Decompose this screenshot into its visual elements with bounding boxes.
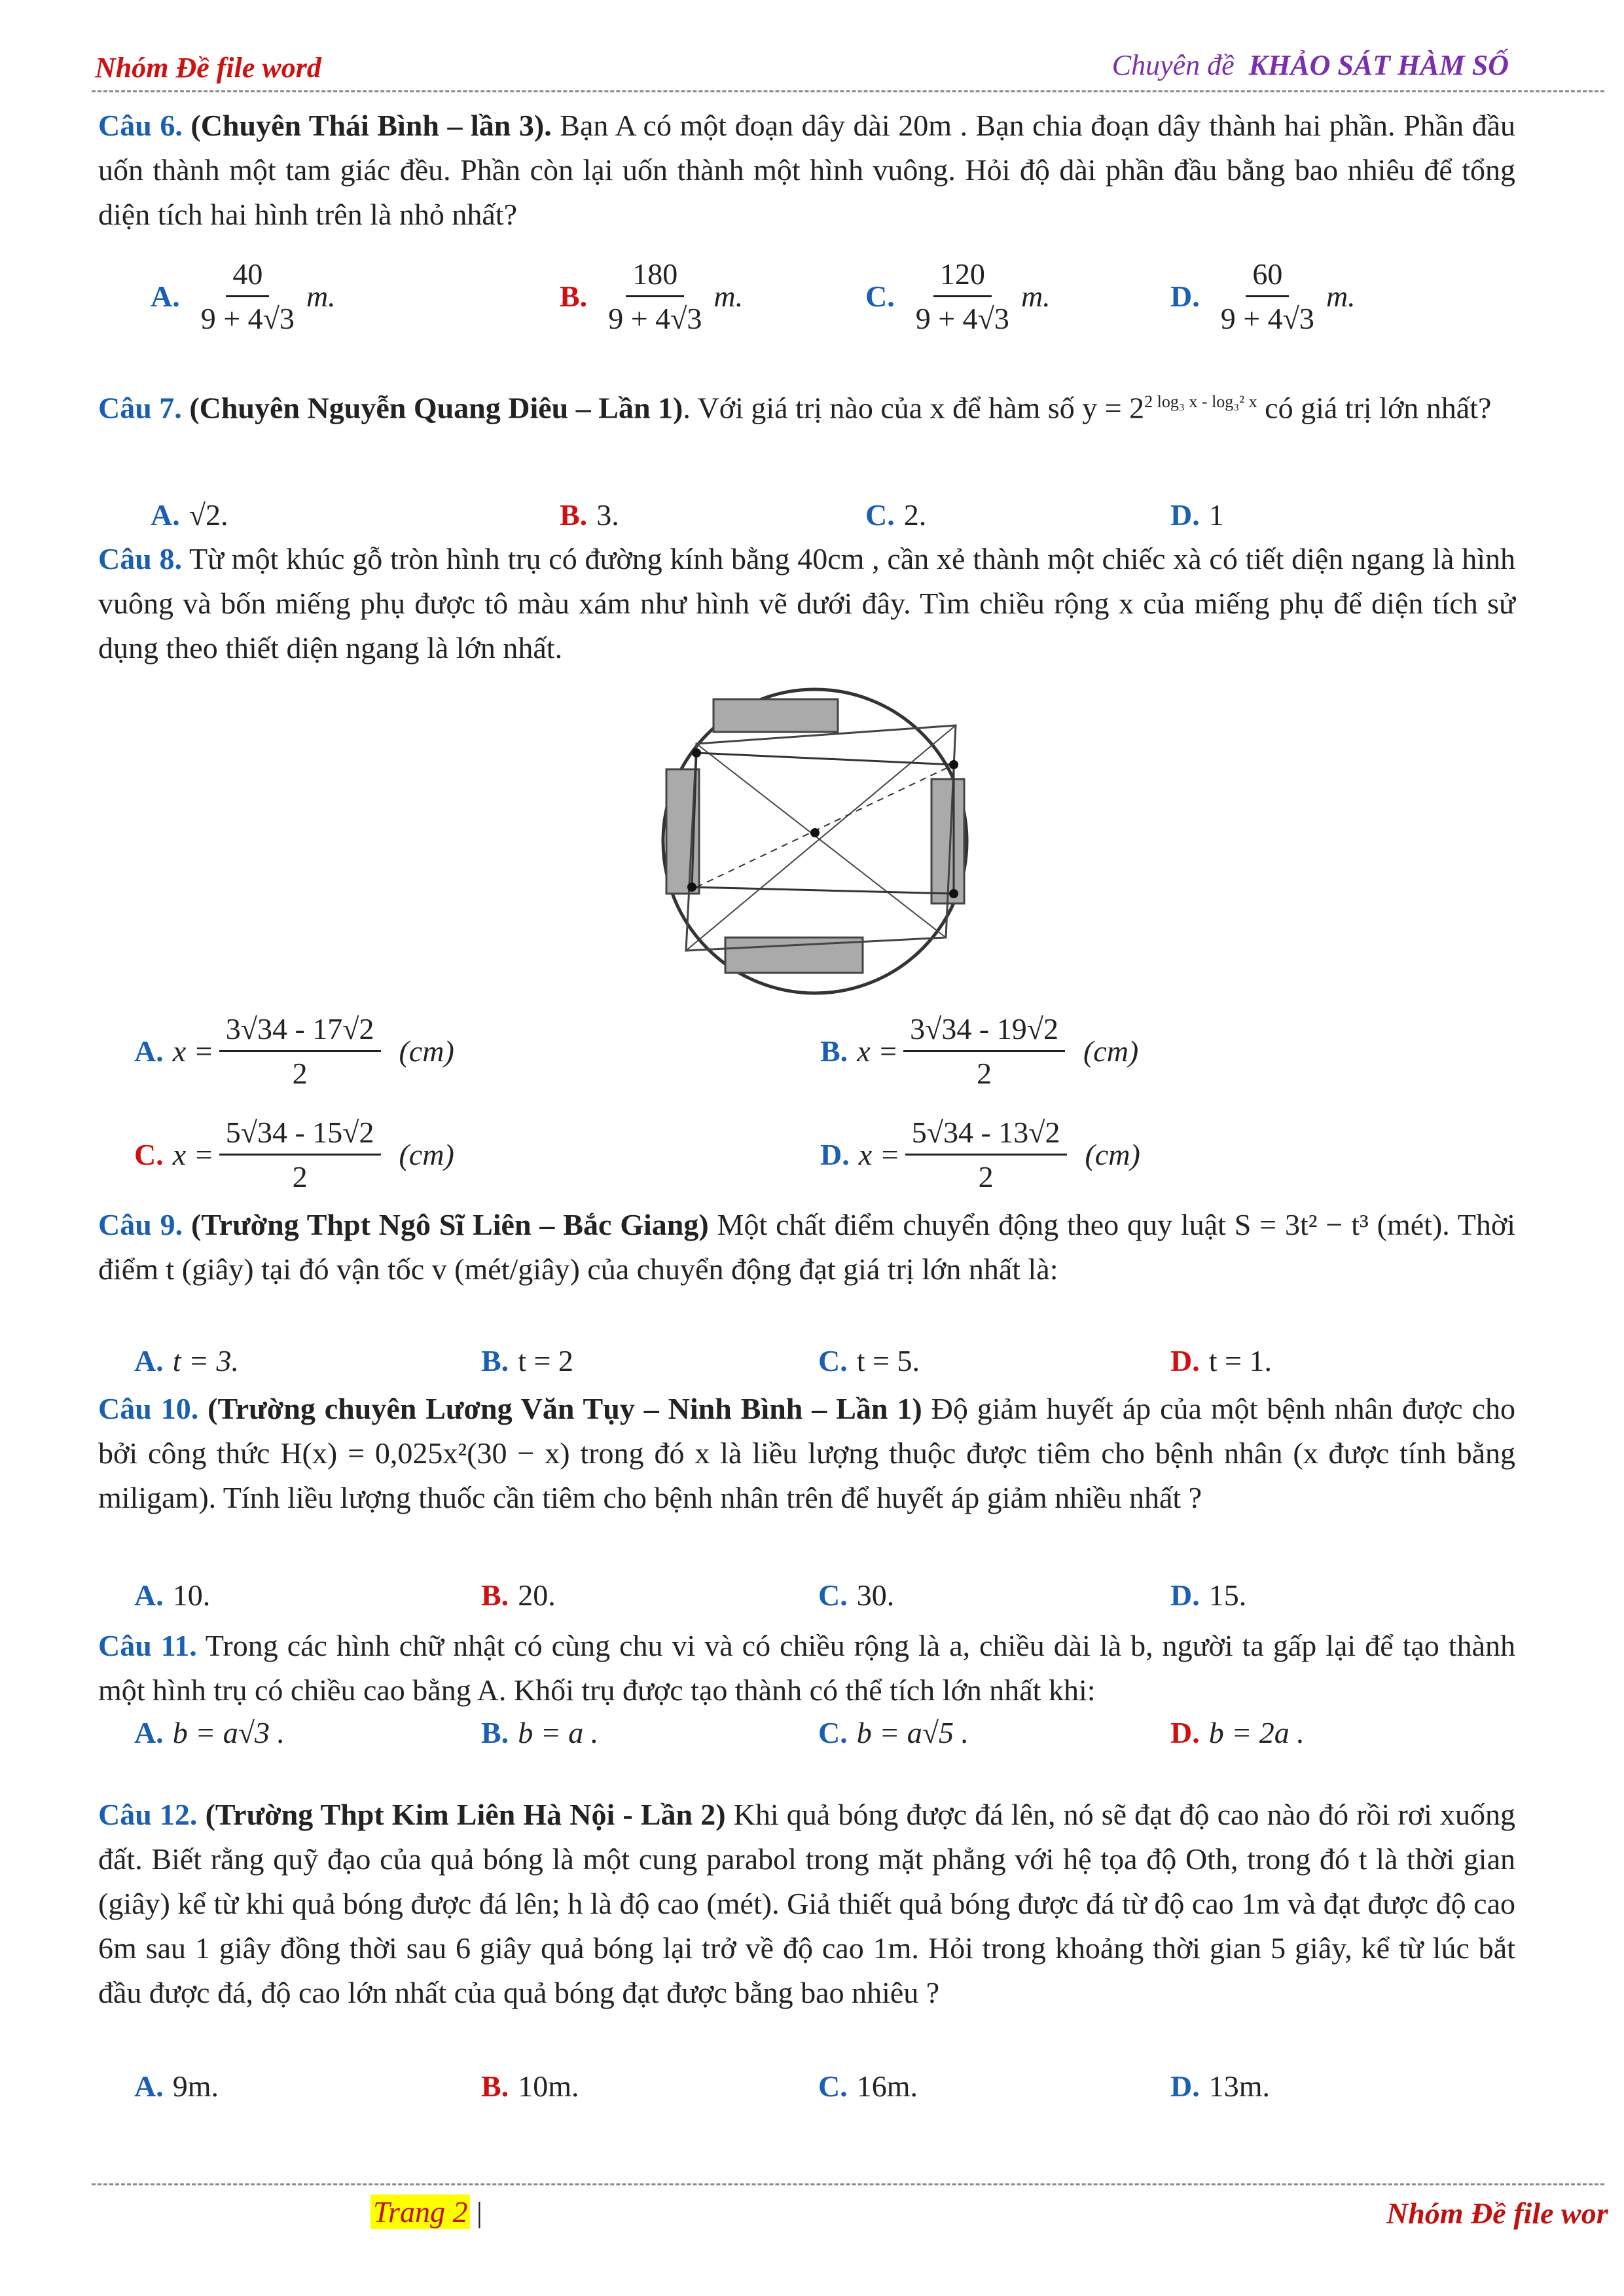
question-11	[98, 1624, 1515, 1713]
option-q9-b[interactable]	[481, 1343, 573, 1378]
option-letter: B.	[481, 1344, 509, 1377]
unit: (cm)	[1083, 1034, 1139, 1068]
question-label: Câu 10.	[98, 1392, 199, 1425]
question-6	[98, 103, 1515, 237]
unit: m.	[1020, 280, 1051, 313]
option-letter: B.	[481, 2069, 509, 2103]
question-label: Câu 7.	[98, 391, 182, 425]
denominator: 9 + 4√3	[608, 302, 702, 335]
option-value: 15.	[1208, 1578, 1247, 1612]
option-q10-c[interactable]	[818, 1578, 894, 1613]
option-q7-a[interactable]	[151, 498, 228, 532]
option-q9-a[interactable]	[134, 1343, 239, 1378]
unit: (cm)	[399, 1138, 454, 1171]
option-value: √2.	[189, 498, 228, 532]
option-value: 2.	[903, 498, 927, 532]
header-group-name: Nhóm Đề file word	[95, 52, 321, 84]
option-letter: D.	[1170, 2069, 1200, 2103]
option-value: b = a .	[518, 1716, 599, 1749]
option-letter: D.	[1170, 498, 1200, 532]
vertex-point	[687, 883, 696, 892]
option-value: t = 3.	[172, 1344, 240, 1377]
denominator: 2	[292, 1057, 308, 1090]
option-letter: B.	[820, 1034, 848, 1068]
option-letter: A.	[151, 498, 180, 532]
option-letter: A.	[134, 1034, 164, 1068]
fraction	[903, 1011, 1065, 1091]
vertex-point	[949, 889, 958, 898]
denominator: 9 + 4√3	[915, 302, 1009, 335]
question-label: Câu 9.	[98, 1208, 183, 1241]
option-value: 9m.	[172, 2069, 219, 2103]
footer-separator: |	[477, 2196, 482, 2229]
option-value: 1	[1208, 498, 1224, 532]
option-letter: D.	[1170, 1578, 1200, 1612]
option-letter: C.	[818, 1716, 848, 1749]
option-letter: B.	[481, 1716, 509, 1749]
numerator: 40	[226, 257, 269, 297]
question-label: Câu 6.	[98, 109, 183, 142]
option-letter: B.	[481, 1578, 509, 1612]
header-topic-prefix: Chuyên đề	[1111, 49, 1235, 81]
option-value: 30.	[856, 1578, 895, 1612]
numerator: 5√34 - 13√2	[905, 1115, 1067, 1156]
header-topic	[1112, 48, 1509, 82]
question-12	[98, 1793, 1515, 2015]
footer-divider	[92, 2183, 1604, 2185]
question-9	[98, 1203, 1515, 1292]
option-q6-c[interactable]	[865, 257, 1051, 336]
unit: (cm)	[399, 1034, 454, 1068]
question-source: (Chuyên Nguyễn Quang Diêu – Lần 1)	[189, 391, 683, 425]
option-value: b = a√5 .	[856, 1716, 969, 1749]
page-number: Trang 2	[370, 2195, 470, 2229]
header-divider	[92, 90, 1604, 92]
option-q12-c[interactable]	[818, 2069, 918, 2104]
option-letter: A.	[134, 1344, 164, 1377]
vertex-point	[692, 748, 701, 757]
option-value: 16m.	[856, 2069, 918, 2103]
option-q10-a[interactable]	[134, 1578, 210, 1613]
lhs: x =	[172, 1138, 214, 1171]
option-letter: D.	[1170, 1716, 1200, 1749]
question-source: (Trường Thpt Kim Liên Hà Nội - Lần 2)	[205, 1798, 726, 1831]
question-text-end: có giá trị lớn nhất?	[1257, 391, 1492, 425]
denominator: 2	[978, 1160, 994, 1194]
shaded-piece-top	[713, 699, 838, 732]
question-text: Từ một khúc gỗ tròn hình trụ có đường kính bằng 40cm , cần xẻ thành một chiếc xà có tiết diện ngang là hình vuông và bốn miếng phụ được tô màu xám như hình vẽ dưới đây. Tìm chiều rộng x của miếng phụ để diện tích sử dụng theo thiết diện ngang là lớn nhất.	[98, 542, 1515, 665]
option-letter: B.	[560, 498, 588, 532]
log-cross-section-figure	[655, 681, 975, 1002]
option-value: 3.	[596, 498, 619, 532]
question-10	[98, 1387, 1515, 1520]
option-letter: C.	[865, 498, 895, 532]
fraction	[1214, 257, 1321, 336]
question-source: (Trường Thpt Ngô Sĩ Liên – Bắc Giang)	[191, 1208, 709, 1241]
option-letter: D.	[820, 1138, 850, 1171]
option-q11-d[interactable]	[1170, 1715, 1305, 1750]
fraction	[909, 257, 1016, 336]
option-value: t = 2	[518, 1344, 573, 1377]
option-q9-d[interactable]	[1170, 1343, 1272, 1378]
lhs: x =	[858, 1138, 900, 1171]
option-q8-a[interactable]	[134, 1011, 454, 1091]
option-letter: A.	[134, 2069, 164, 2103]
vertex-point	[949, 760, 958, 769]
lhs: x =	[172, 1034, 214, 1068]
numerator: 180	[626, 257, 684, 297]
option-letter: D.	[1170, 1344, 1200, 1377]
option-value: t = 5.	[856, 1344, 920, 1377]
question-text: Trong các hình chữ nhật có cùng chu vi và có chiều rộng là a, chiều dài là b, người ta gấp lại để tạo thành một hình trụ có chiều cao bằng A. Khối trụ được tạo thành có thể tích lớn nhất khi:	[98, 1629, 1515, 1707]
option-q8-b[interactable]	[820, 1011, 1138, 1091]
option-letter: C.	[134, 1138, 164, 1171]
option-q11-c[interactable]	[818, 1715, 969, 1750]
unit: (cm)	[1085, 1138, 1140, 1171]
option-letter: A.	[151, 280, 180, 313]
unit: m.	[713, 280, 744, 313]
option-q10-b[interactable]	[481, 1578, 556, 1613]
numerator: 120	[933, 257, 992, 297]
option-value: t = 1.	[1208, 1344, 1272, 1377]
fraction	[194, 257, 301, 336]
question-label: Câu 11.	[98, 1629, 197, 1662]
option-q10-d[interactable]	[1170, 1578, 1246, 1613]
fraction	[602, 257, 708, 336]
option-value: 10m.	[518, 2069, 579, 2103]
option-letter: B.	[560, 280, 588, 313]
option-value: 10.	[172, 1578, 211, 1612]
denominator: 2	[977, 1057, 992, 1090]
option-q6-a[interactable]	[151, 257, 336, 336]
exponent: 2 log₃ x - log₃² x	[1144, 392, 1257, 411]
fraction	[219, 1115, 381, 1194]
numerator: 3√34 - 17√2	[219, 1011, 381, 1052]
option-letter: C.	[818, 2069, 848, 2103]
option-q6-b[interactable]	[560, 257, 743, 336]
denominator: 9 + 4√3	[200, 302, 295, 335]
question-text: Khi quả bóng được đá lên, nó sẽ đạt độ cao nào đó rồi rơi xuống đất. Biết rằng quỹ đạo của quả bóng là một cung parabol trong mặt phẳng với hệ tọa độ Oth, trong đó t là thời gian (giây) kể từ khi quả bóng được đá lên; h là độ cao (mét). Giả thiết quả bóng được đá từ độ cao 1m và đạt được độ cao 6m sau 1 giây đồng thời sau 6 giây quả bóng lại trở về độ cao 1m. Hỏi trong khoảng thời gian 5 giây, kể từ lúc bắt đầu được đá, độ cao lớn nhất của quả bóng đạt được bằng bao nhiêu ?	[98, 1798, 1515, 2009]
option-q8-c[interactable]	[134, 1115, 454, 1194]
option-value: 20.	[518, 1578, 556, 1612]
question-text: Độ giảm huyết áp của một bệnh nhân được cho bởi công thức H(x) = 0,025x²(30 − x) trong đó x là liều lượng thuộc được tiêm cho bệnh nhân (x được tính bằng miligam). Tính liều lượng thuốc cần tiêm cho bệnh nhân trên để huyết áp giảm nhiều nhất ?	[98, 1392, 1516, 1514]
numerator: 3√34 - 19√2	[903, 1011, 1065, 1052]
option-value: 13m.	[1208, 2069, 1271, 2103]
numerator: 60	[1246, 257, 1289, 297]
denominator: 2	[292, 1160, 308, 1194]
option-q8-d[interactable]	[820, 1115, 1140, 1194]
question-7	[98, 380, 1515, 430]
option-letter: C.	[818, 1578, 848, 1612]
question-text: Một chất điểm chuyển động theo quy luật S = 3t² − t³ (mét). Thời điểm t (giây) tại đó vận tốc v (mét/giây) của chuyển động đạt giá trị lớn nhất là:	[98, 1208, 1515, 1286]
option-q7-b[interactable]	[560, 498, 619, 532]
lhs: x =	[857, 1034, 899, 1068]
question-text: Bạn A có một đoạn dây dài 20m . Bạn chia đoạn dây thành hai phần. Phần đầu uốn thành một tam giác đều. Phần còn lại uốn thành một hình vuông. Hỏi độ dài phần đầu bằng bao nhiêu để tổng diện tích hai hình trên là nhỏ nhất?	[98, 109, 1516, 231]
option-q9-c[interactable]	[818, 1343, 920, 1378]
option-q12-b[interactable]	[481, 2069, 579, 2104]
option-q6-d[interactable]	[1170, 257, 1356, 336]
question-source: (Trường chuyên Lương Văn Tụy – Ninh Bình – Lần 1)	[208, 1392, 922, 1425]
option-q12-a[interactable]	[134, 2069, 219, 2104]
question-label: Câu 8.	[98, 542, 183, 575]
option-q7-c[interactable]	[865, 498, 926, 532]
question-source: (Chuyên Thái Bình – lần 3).	[190, 109, 552, 142]
question-8	[98, 537, 1515, 670]
option-letter: C.	[818, 1344, 848, 1377]
option-letter: D.	[1170, 280, 1200, 313]
option-q12-d[interactable]	[1170, 2069, 1270, 2104]
denominator: 9 + 4√3	[1220, 302, 1314, 335]
option-q11-b[interactable]	[481, 1715, 598, 1750]
option-value: b = a√3 .	[172, 1716, 285, 1749]
unit: m.	[1326, 280, 1356, 313]
question-label: Câu 12.	[98, 1798, 198, 1831]
option-q11-a[interactable]	[134, 1715, 285, 1750]
numerator: 5√34 - 15√2	[219, 1115, 381, 1156]
question-text: . Với giá trị nào của x để hàm số y = 2	[683, 391, 1145, 425]
header-topic-title: KHẢO SÁT HÀM SỐ	[1248, 49, 1509, 81]
footer-group-name: Nhóm Đề file wor	[1386, 2196, 1608, 2230]
fraction	[905, 1115, 1067, 1194]
fraction	[219, 1011, 381, 1091]
option-letter: A.	[134, 1716, 164, 1749]
option-letter: A.	[134, 1578, 164, 1612]
center-point	[810, 828, 820, 837]
option-q7-d[interactable]	[1170, 498, 1224, 532]
unit: m.	[306, 280, 336, 313]
option-letter: C.	[865, 280, 895, 313]
option-value: b = 2a .	[1208, 1716, 1305, 1749]
